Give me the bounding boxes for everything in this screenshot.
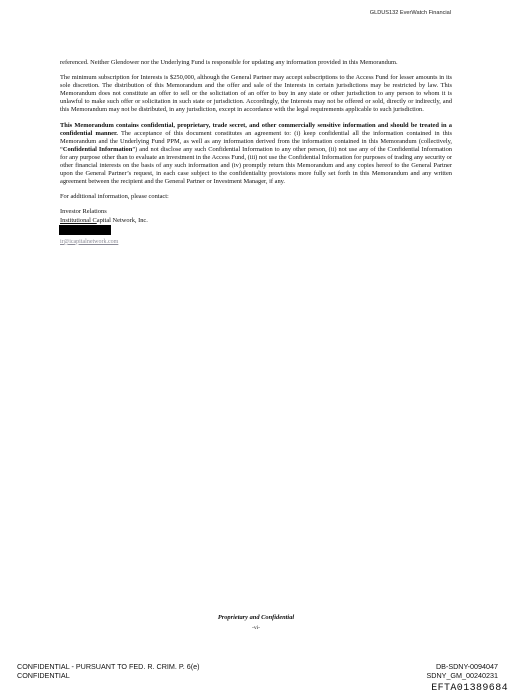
contact-redaction-line: [60, 225, 452, 235]
efta-bates-number: EFTA01389684: [431, 683, 508, 694]
confidential-legend-left: [17, 662, 200, 680]
contact-email-link[interactable]: ir@icapitalnetwork.com: [60, 238, 119, 245]
bates-legend-right: [426, 662, 498, 680]
paragraph-confidentiality: [60, 122, 452, 187]
document-header-tag: GLDUS132 EverWatch Financial: [369, 10, 451, 16]
contact-firm-rest: apital Network, Inc.: [96, 216, 148, 224]
proprietary-footer: Proprietary and Confidential: [217, 614, 295, 621]
paragraph-minimum-subscription: The minimum subscription for Interests is $250,000, although the General Partner may accept subscriptions to the Access Fund for lesser amounts in its sole discretion. The distribution of this Memorandum and the offer and sale of the Interests in certain jurisdictions may be restricted by law. This Memorandum does not constitute an offer to sell or the solicitation of an offer to buy in any state or other jurisdiction to any person to whom it is unlawful to make such offer or solicitation in such state or jurisdiction. Accordingly, the Interests may not be offered or sold, directly or indirectly, and this Memorandum may not be distributed, in any jurisdiction, except in accordance with the legal requirements applicable to such jurisdiction.: [60, 74, 452, 114]
confidentiality-bold-lead: This Memorandum contains confidential, proprietary, trade secret, and other commercially sensitive information and should be treated in a confidential manner.: [60, 121, 452, 137]
confidential-information-term: Confidential Information: [62, 145, 133, 153]
contact-firm: [60, 217, 452, 225]
confidentiality-text-b: ”) and not disclose any such Confidential Information to any other person, (ii) not use any of the Confidential Information for any purpose other than to evaluate an investment in the Access Fund, (iii) not use the Confidential Information for purposes of trading any security or other financial interests on the basis of any such information and (iv) promptly return this Memorandum and any copies hereof to the General Partner upon the General Partner’s request, in each case subject to the confidentiality provisions more fully set forth in this Memorandum and any written agreement between the recipient and the General Partner or Investment Manager, if any.: [60, 145, 453, 186]
paragraph-referenced: referenced. Neither Glendower nor the Underlying Fund is responsible for updating any information provided in this Memorandum.: [60, 59, 398, 66]
contact-block: [60, 208, 452, 245]
memorandum-body: [60, 59, 452, 246]
contact-department: Investor Relations: [60, 208, 107, 216]
legend-right-line2: SDNY_GM_00240231: [426, 671, 498, 680]
contact-firm-underlined: Institutional C: [60, 216, 97, 224]
legend-right-line1: DB-SDNY-0094047: [435, 662, 498, 671]
page-number: -vi-: [251, 625, 261, 631]
redaction-block: [59, 225, 111, 235]
confidentiality-text-a: The acceptance of this document constitutes an agreement to: (i) keep confidential all the information contained in this Memorandum and the Underlying Fund PPM, as well as any information derived from the information contained in this Memorandum (collectively, “: [60, 129, 453, 153]
legend-left-line2: CONFIDENTIAL: [17, 671, 70, 680]
paragraph-contact-intro: For additional information, please contact:: [60, 193, 169, 201]
legend-left-line1: CONFIDENTIAL - PURSUANT TO FED. R. CRIM. P. 6(e): [17, 662, 200, 671]
